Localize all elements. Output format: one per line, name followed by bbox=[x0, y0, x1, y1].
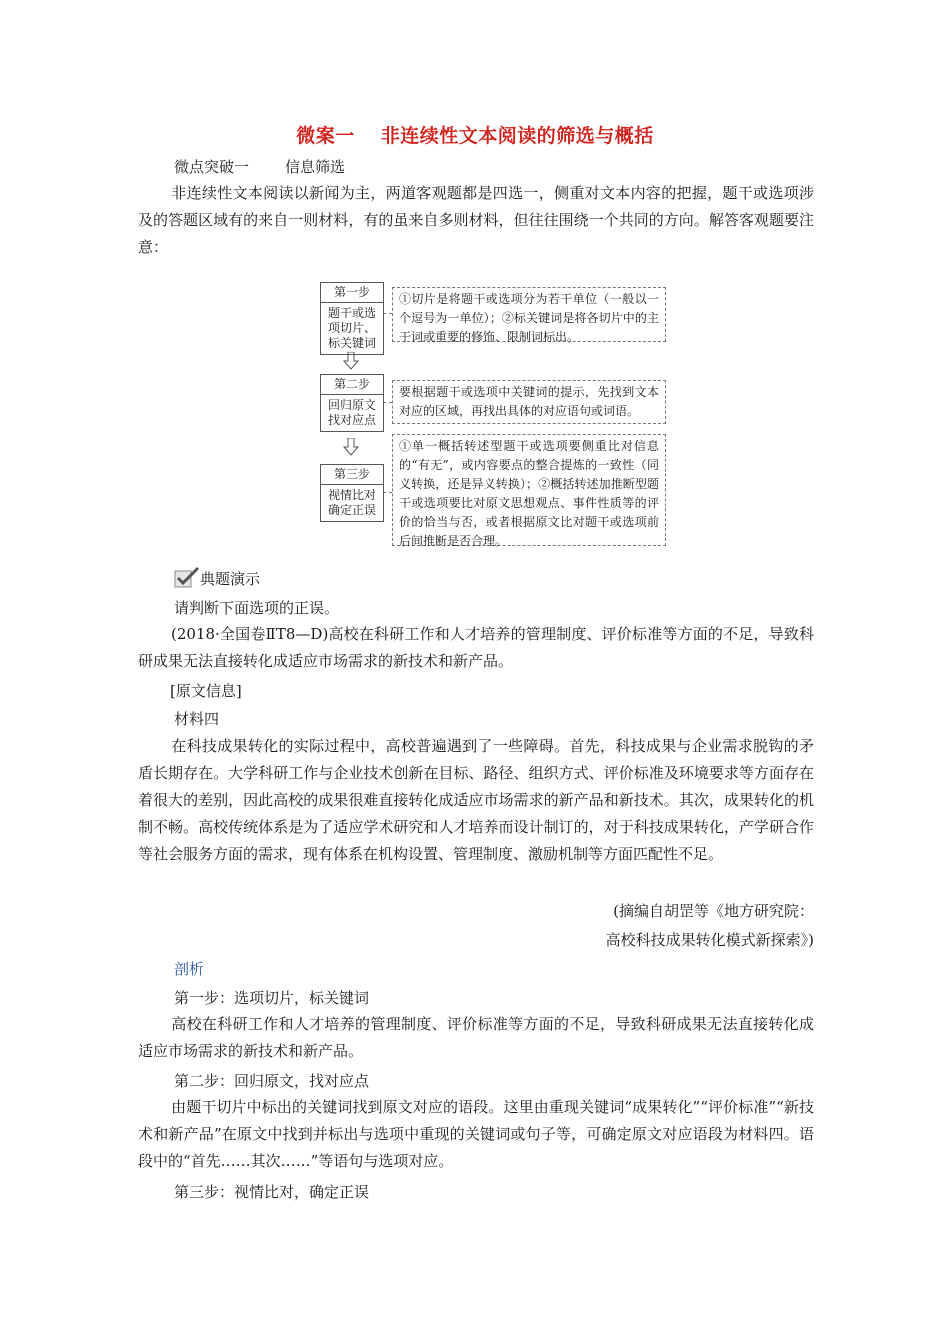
down-arrow-icon bbox=[343, 438, 359, 456]
title-part2: 非连续性文本阅读的筛选与概括 bbox=[380, 125, 654, 147]
flow-note-3: ①单一概括转述型题干或选项要侧重比对信息的“有无”，或内容要点的整合提炼的一致性（同义转换，还是异义转换）；②概括转述加推断型题干或选项要比对原文思想观点、事件性质等的评价的恰当与否，或者根据原文比对题干或选项前后间推断是否合理。 bbox=[392, 434, 666, 546]
down-arrow-icon bbox=[343, 352, 359, 370]
section-topic: 信息筛选 bbox=[285, 158, 346, 176]
analysis-step2-text: 由题干切片中标出的关键词找到原文对应的语段。这里由重现关键词“成果转化”“评价标准”“新技术和新产品”在原文中找到并标出与选项中重现的关键词或句子等，可确定原文对应语段为材料四。语段中的“首先……其次……”等语句与选项对应。 bbox=[138, 1098, 814, 1170]
flow-note-2: 要根据题干或选项中关键词的提示，先找到文本对应的区域，再找出具体的对应语句或词语。 bbox=[392, 380, 666, 424]
flow-step-3-body: 视情比对确定正误 bbox=[327, 488, 376, 517]
material-text: 在科技成果转化的实际过程中，高校普遍遇到了一些障碍。首先，科技成果与企业需求脱钩的矛盾长期存在。大学科研工作与企业技术创新在目标、路径、组织方式、评价标准及环境要求等方面存在着很大的差别，因此高校的成果很难直接转化成适应市场需求的新产品和新技术。其次，成果转化的机制不畅。高校传统体系是为了适应学术研究和人才培养而设计制订的，对于科技成果转化，产学研合作等社会服务方面的需求，现有体系在机构设置、管理制度、激励机制等方面匹配性不足。 bbox=[138, 737, 814, 863]
page-title bbox=[0, 121, 950, 148]
citation-line-2: 高校科技成果转化模式新探索》) bbox=[605, 931, 814, 949]
section-heading bbox=[174, 157, 345, 177]
flow-step-1 bbox=[320, 282, 384, 355]
flow-step-1-body: 题干或选项切片、标关键词 bbox=[327, 306, 376, 350]
flow-step-2 bbox=[320, 374, 384, 432]
demo-instruction: 请判断下面选项的正误。 bbox=[174, 599, 340, 617]
analysis-step2-paragraph bbox=[138, 1094, 814, 1175]
analysis-label: 剖析 bbox=[174, 960, 205, 978]
analysis-step1-text: 高校在科研工作和人才培养的管理制度、评价标准等方面的不足，导致科研成果无法直接转化成适应市场需求的新技术和新产品。 bbox=[138, 1015, 814, 1060]
analysis-step3-title: 第三步：视情比对，确定正误 bbox=[174, 1183, 370, 1201]
analysis-step1-paragraph bbox=[138, 1011, 814, 1065]
material-label: 材料四 bbox=[174, 710, 220, 728]
connector-3 bbox=[383, 492, 392, 493]
section-label: 微点突破一 bbox=[174, 158, 250, 176]
title-part1: 微案一 bbox=[296, 125, 355, 147]
flow-step-3 bbox=[320, 464, 384, 522]
material-paragraph bbox=[138, 733, 814, 868]
connector-2 bbox=[383, 402, 392, 403]
intro-paragraph bbox=[138, 180, 814, 261]
flow-step-2-head: 第二步 bbox=[321, 375, 383, 395]
checkmark-icon bbox=[174, 566, 200, 588]
demo-question-text: (2018·全国卷ⅡT8—D)高校在科研工作和人才培养的管理制度、评价标准等方面的不足，导致科研成果无法直接转化成适应市场需求的新技术和新产品。 bbox=[138, 625, 814, 670]
demo-question bbox=[138, 621, 814, 675]
intro-text: 非连续性文本阅读以新闻为主，两道客观题都是四选一，侧重对文本内容的把握，题干或选项涉及的答题区域有的来自一则材料，有的虽来自多则材料，但往往围绕一个共同的方向。解答客观题要注意： bbox=[138, 184, 814, 256]
source-label: [原文信息] bbox=[170, 682, 242, 700]
flow-step-1-head: 第一步 bbox=[321, 283, 383, 303]
flow-note-1: ①切片是将题干或选项分为若干单位（一般以一个逗号为一单位）；②标关键词是将各切片中的主干词或重要的修饰、限制词标出。 bbox=[392, 287, 666, 342]
flow-step-3-head: 第三步 bbox=[321, 465, 383, 485]
connector-1 bbox=[383, 313, 392, 314]
analysis-step2-title: 第二步：回归原文，找对应点 bbox=[174, 1072, 370, 1090]
demo-label: 典题演示 bbox=[200, 570, 261, 588]
citation-line-1: (摘编自胡罡等《地方研究院： bbox=[613, 902, 814, 920]
flow-step-2-body: 回归原文找对应点 bbox=[327, 398, 376, 427]
analysis-step1-title: 第一步：选项切片，标关键词 bbox=[174, 989, 370, 1007]
